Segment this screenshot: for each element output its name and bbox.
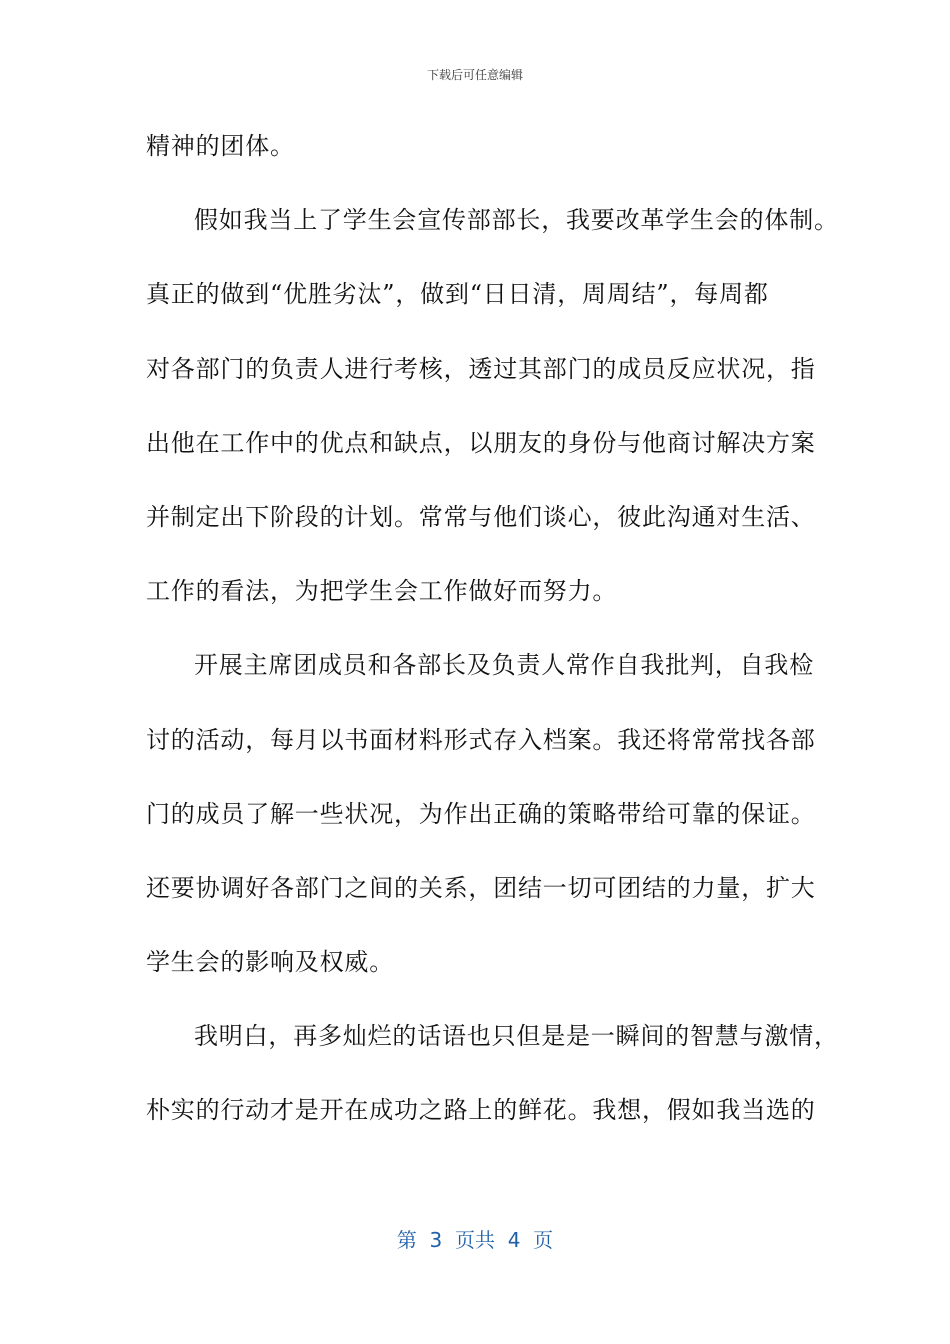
page-header: 下载后可任意编辑: [426, 68, 523, 82]
text-line-9: 讨的活动，每月以书面材料形式存入档案。我还将常常找各部: [146, 725, 816, 754]
text-line-4: 对各部门的负责人进行考核，透过其部门的成员反应状况，指: [146, 354, 816, 383]
text-line-2: 假如我当上了学生会宣传部部长，我要改革学生会的体制。: [194, 206, 839, 235]
text-line-1: 精神的团体。: [146, 132, 295, 160]
text-line-14: 朴实的行动才是开在成功之路上的鲜花。我想，假如我当选的: [146, 1096, 816, 1125]
text-line-6: 并制定出下阶段的计划。常常与他们谈心，彼此沟通对生活、: [146, 502, 816, 531]
page-footer: [0, 1224, 950, 1253]
text-line-7: 工作的看法，为把学生会工作做好而努力。: [146, 577, 618, 606]
footer-suffix: 页: [520, 1228, 554, 1252]
text-line-8: 开展主席团成员和各部长及负责人常作自我批判，自我检: [194, 651, 814, 680]
text-line-12: 学生会的影响及权威。: [146, 948, 394, 977]
text-line-3: 真正的做到“优胜劣汰”，做到“日日清，周周结”，每周都: [146, 280, 769, 309]
footer-prefix: 第: [396, 1228, 430, 1252]
text-line-10: 门的成员了解一些状况，为作出正确的策略带给可靠的保证。: [146, 799, 816, 828]
total-pages-number: 4: [507, 1228, 521, 1252]
document-body: [146, 126, 839, 1165]
text-line-11: 还要协调好各部门之间的关系，团结一切可团结的力量，扩大: [146, 873, 816, 902]
footer-middle: 页共: [442, 1228, 508, 1252]
current-page-number: 3: [429, 1228, 443, 1252]
text-line-5: 出他在工作中的优点和缺点，以朋友的身份与他商讨解决方案: [146, 428, 816, 457]
text-line-13: 我明白，再多灿烂的话语也只但是是一瞬间的智慧与激情，: [194, 1022, 839, 1051]
